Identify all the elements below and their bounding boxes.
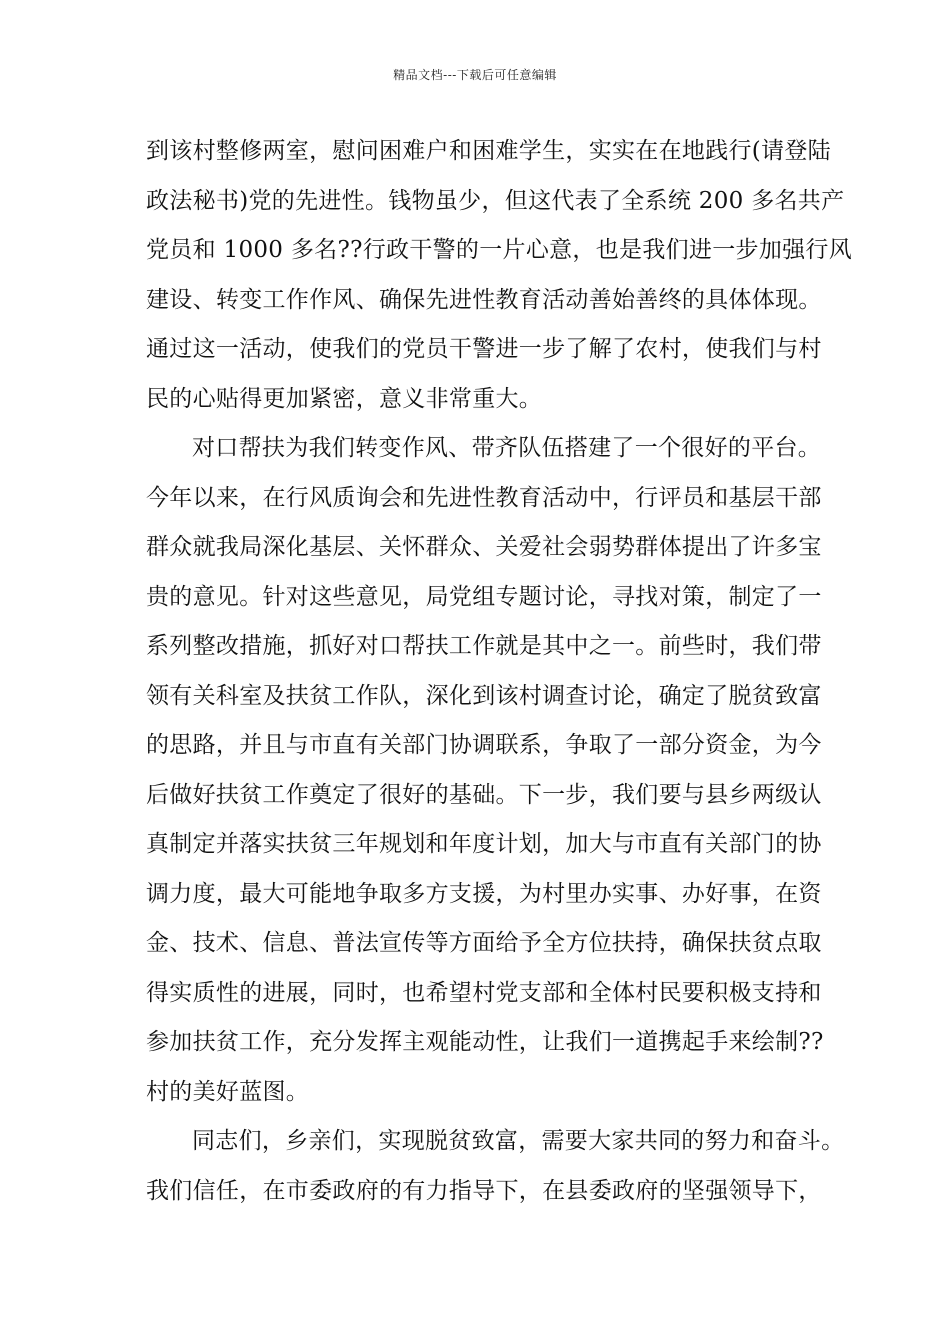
- text-line: 对口帮扶为我们转变作风、带齐队伍搭建了一个很好的平台。: [192, 435, 822, 461]
- text-line: 村的美好蓝图。: [146, 1078, 310, 1105]
- text-line: 同志们，乡亲们，实现脱贫致富，需要大家共同的努力和奋斗。: [192, 1128, 845, 1154]
- text-line: 群众就我局深化基层、关怀群众、关爱社会弱势群体提出了许多宝: [146, 534, 822, 560]
- text-line: 党员和 1000 多名??行政干警的一片心意，也是我们进一步加强行风: [146, 237, 853, 263]
- text-line: 民的心贴得更加紧密，意义非常重大。: [146, 385, 543, 412]
- text-line: 得实质性的进展，同时，也希望村党支部和全体村民要积极支持和: [146, 979, 822, 1006]
- text-line: 调力度，最大可能地争取多方支援，为村里办实事、办好事，在资: [146, 880, 822, 907]
- text-line: 我们信任，在市委政府的有力指导下，在县委政府的坚强领导下，: [146, 1177, 822, 1204]
- text-line: 今年以来，在行风质询会和先进性教育活动中，行评员和基层干部: [146, 484, 822, 511]
- text-line: 参加扶贫工作，充分发挥主观能动性，让我们一道携起手来绘制??: [146, 1029, 824, 1055]
- text-line: 后做好扶贫工作奠定了很好的基础。下一步，我们要与县乡两级认: [146, 781, 822, 808]
- text-line: 领有关科室及扶贫工作队，深化到该村调查讨论，确定了脱贫致富: [146, 682, 822, 709]
- text-line: 系列整改措施，抓好对口帮扶工作就是其中之一。前些时，我们带: [146, 633, 822, 659]
- text-line: 通过这一活动，使我们的党员干警进一步了解了农村，使我们与村: [146, 336, 822, 362]
- page-header: 精品文档---下载后可任意编辑: [393, 68, 557, 82]
- text-line: 真制定并落实扶贫三年规划和年度计划，加大与市直有关部门的协: [146, 831, 822, 857]
- text-line: 建设、转变工作作风、确保先进性教育活动善始善终的具体体现。: [146, 286, 822, 313]
- text-line: 到该村整修两室，慰问困难户和困难学生，实实在在地践行(请登陆: [146, 138, 831, 164]
- document-body: [146, 127, 853, 1216]
- text-line: 金、技术、信息、普法宣传等方面给予全方位扶持，确保扶贫点取: [146, 930, 822, 956]
- text-line: 的思路，并且与市直有关部门协调联系，争取了一部分资金，为今: [146, 732, 822, 758]
- text-line: 贵的意见。针对这些意见，局党组专题讨论，寻找对策，制定了一: [146, 583, 822, 610]
- text-line: 政法秘书)党的先进性。钱物虽少，但这代表了全系统 200 多名共产: [146, 187, 845, 214]
